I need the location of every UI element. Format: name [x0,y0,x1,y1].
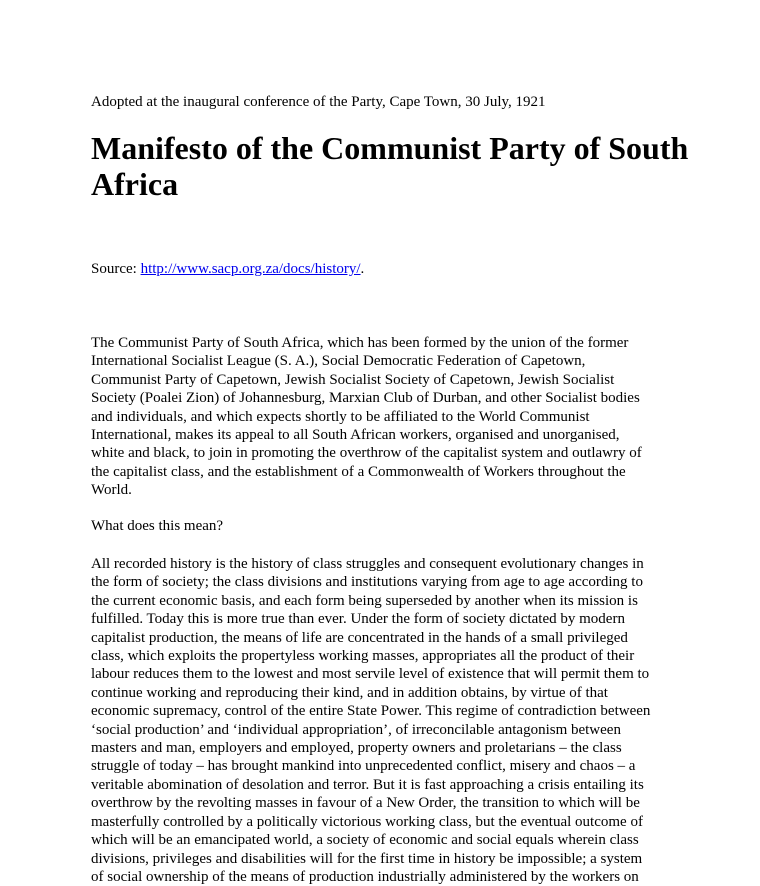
paragraph-line: fulfilled. Today this is more true than ever. Under the form of society dictated by modern [91,611,625,628]
intro-paragraph [91,334,701,500]
paragraph-line: masterfully controlled by a politically victorious working class, but the eventual outcome of [91,813,643,830]
paragraph-line: divisions, privileges and disabilities will for the first time in history be impossible; a system [91,850,643,867]
paragraph-line: capitalist production, the means of life are concentrated in the hands of a small privileged [91,629,628,646]
paragraph-line: veritable abomination of desolation and terror. But it is fast approaching a crisis entailing its [91,776,644,793]
paragraph-line: overthrow by the revolting masses in favour of a New Order, the transition to which will be [91,795,640,812]
paragraph-line: the current economic basis, and each form being superseded by another when its mission is [91,592,638,609]
paragraph-line: the form of society; the class divisions and institutions varying from age to age according to [91,574,643,591]
paragraph-line: ‘social production’ and ‘individual appropriation’, of irreconcilable antagonism between [91,721,621,738]
paragraph-line: labour reduces them to the lowest and most servile level of existence that will permit them to [91,666,650,683]
question-text: What does this mean? [91,518,224,534]
paragraph-line: International Socialist League (S. A.), Social Democratic Federation of Capetown, [91,353,586,370]
paragraph-line: class, which exploits the propertyless working masses, appropriates all the product of their [91,648,635,665]
source-line [91,260,364,278]
source-link[interactable]: http://www.sacp.org.za/docs/history/ [140,261,361,277]
paragraph-line: Communist Party of Capetown, Jewish Socialist Society of Capetown, Jewish Socialist [91,371,615,388]
paragraph-line: masters and man, employers and employed, property owners and proletarians – the class [91,740,622,757]
paragraph-line: continue working and reproducing their kind, and in addition obtains, by virtue of that [91,684,608,701]
adoption-note: Adopted at the inaugural conference of the Party, Cape Town, 30 July, 1921 [91,94,546,110]
paragraph-line: the capitalist class, and the establishment of a Commonwealth of Workers throughout the [91,463,626,480]
document-title: Manifesto of the Communist Party of South Africa [91,130,689,202]
paragraph-line: The Communist Party of South Africa, which has been formed by the union of the former [91,335,629,351]
paragraph-line: and individuals, and which expects shortly to be affiliated to the World Communist [91,408,590,425]
history-paragraph [91,555,701,886]
paragraph-line: which will be an emancipated world, a society of economic and social equals wherein class [91,832,639,849]
paragraph-line: of social ownership of the means of production industrially administered by the workers on [91,868,639,885]
paragraph-line: International, makes its appeal to all South African workers, organised and unorganised, [91,427,620,444]
paragraph-line: economic supremacy, control of the entire State Power. This regime of contradiction between [91,703,651,720]
paragraph-line: All recorded history is the history of class struggles and consequent evolutionary changes in [91,556,644,572]
source-label: Source: [91,261,141,277]
paragraph-line: white and black, to join in promoting the overthrow of the capitalist system and outlawry of [91,445,642,462]
paragraph-line: Society (Poalei Zion) of Johannesburg, Marxian Club of Durban, and other Socialist bodies [91,390,640,407]
source-suffix: . [360,261,365,277]
paragraph-line: struggle of today – has brought mankind into unprecedented conflict, misery and chaos – a [91,758,636,775]
paragraph-line: World. [91,482,132,499]
question-paragraph [91,517,701,535]
